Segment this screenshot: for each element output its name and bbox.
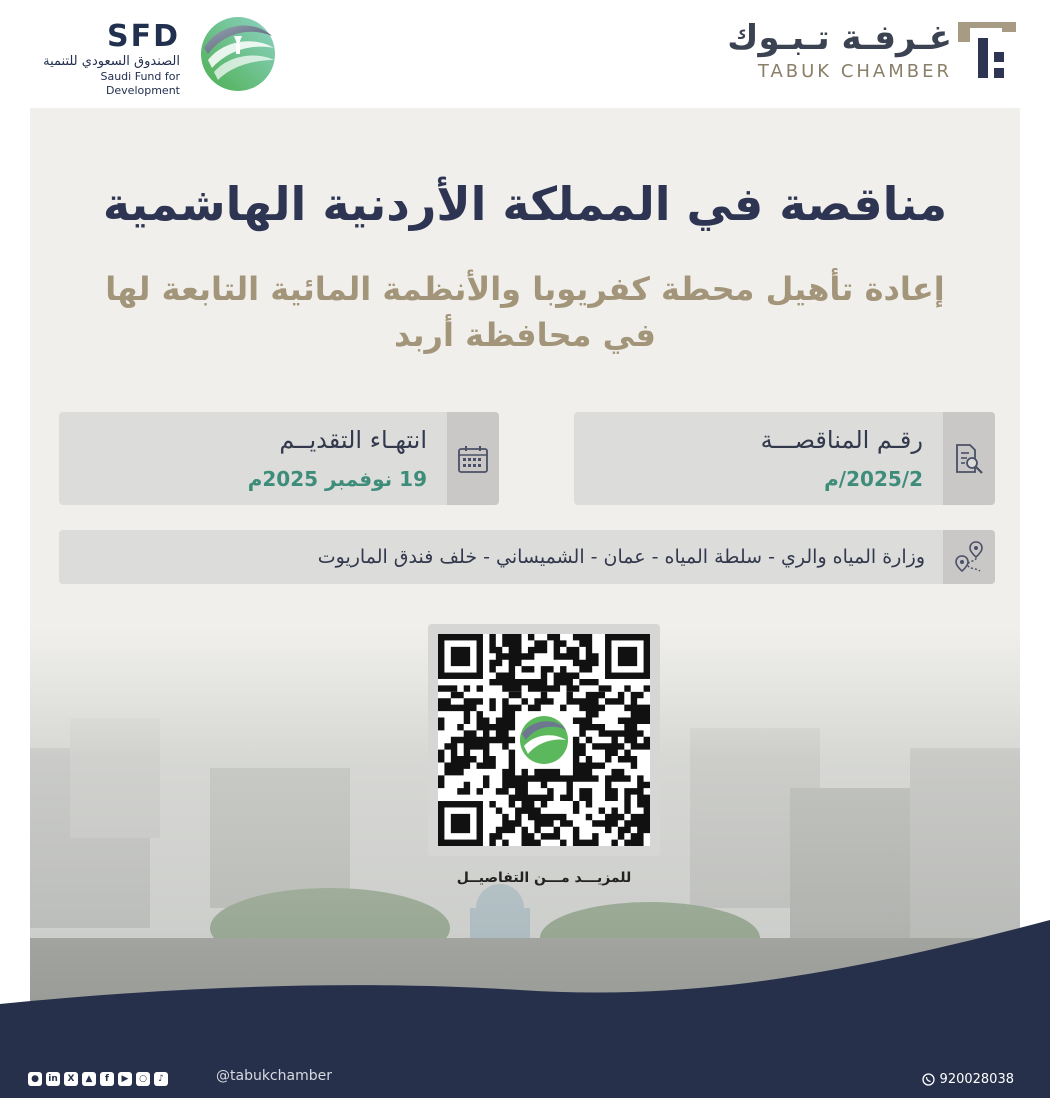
map-route-icon	[954, 540, 984, 574]
footer	[0, 910, 1050, 1098]
tabuk-chamber-brand[interactable]	[727, 18, 1020, 84]
tender-number-value: 2025/2/م	[824, 467, 923, 491]
tabuk-name-ar: غـرفـة تـبـوك	[727, 18, 952, 58]
snapchat-icon[interactable]: ▲	[82, 1072, 96, 1086]
qr-code-frame[interactable]	[428, 624, 660, 856]
location-icon-box	[943, 530, 995, 584]
location-text: وزارة المياه والري - سلطة المياه - عمان - الشميساني - خلف فندق الماريوت	[317, 546, 925, 568]
social-icons	[28, 1072, 168, 1086]
sfd-text	[28, 20, 180, 98]
deadline-card	[59, 412, 499, 505]
linkedin-icon[interactable]: in	[46, 1072, 60, 1086]
page-title: مناقصة في المملكة الأردنية الهاشمية	[102, 177, 948, 231]
facebook-icon[interactable]: f	[100, 1072, 114, 1086]
subtitle-line-1: إعادة تأهيل محطة كفريوبا والأنظمة المائية التابعة لها	[105, 270, 945, 308]
phone-contact[interactable]	[922, 1072, 1014, 1087]
main-panel	[30, 108, 1020, 1003]
header	[0, 0, 1050, 108]
deadline-value: 19 نوفمبر 2025م	[247, 467, 427, 491]
globe-icon[interactable]: ●	[28, 1072, 42, 1086]
sfd-name-ar: الصندوق السعودي للتنمية	[43, 54, 180, 69]
qr-code-icon[interactable]	[438, 634, 650, 846]
x-icon[interactable]: X	[64, 1072, 78, 1086]
sfd-name-en: Saudi Fund for Development	[100, 70, 180, 97]
deadline-icon-box	[447, 412, 499, 505]
subtitle-line-2: في محافظة أربد	[394, 316, 656, 354]
youtube-icon[interactable]: ▶	[118, 1072, 132, 1086]
calendar-icon	[457, 444, 489, 474]
sfd-emblem-icon	[198, 14, 278, 94]
whatsapp-icon	[922, 1073, 935, 1086]
deadline-label: انتهـاء التقديــم	[279, 426, 427, 454]
tabuk-name-en: TABUK CHAMBER	[757, 61, 952, 82]
tender-number-card	[574, 412, 995, 505]
qr-caption: للمزيـــد مـــن التفاصيــل	[456, 870, 632, 886]
tender-number-label: رقـم المناقصـــة	[760, 426, 923, 454]
document-search-icon	[953, 443, 985, 475]
tiktok-icon[interactable]: ♪	[154, 1072, 168, 1086]
social-handle[interactable]: @tabukchamber	[216, 1068, 332, 1084]
instagram-icon[interactable]: ○	[136, 1072, 150, 1086]
tabuk-chamber-logo-icon	[956, 18, 1020, 82]
tender-icon-box	[943, 412, 995, 505]
footer-wave	[0, 910, 1050, 1098]
page-subtitle	[90, 266, 960, 358]
sfd-brand[interactable]	[28, 14, 278, 97]
phone-number: 920028038	[939, 1072, 1014, 1087]
location-bar	[59, 530, 995, 584]
sfd-abbr: SFD	[106, 19, 180, 54]
